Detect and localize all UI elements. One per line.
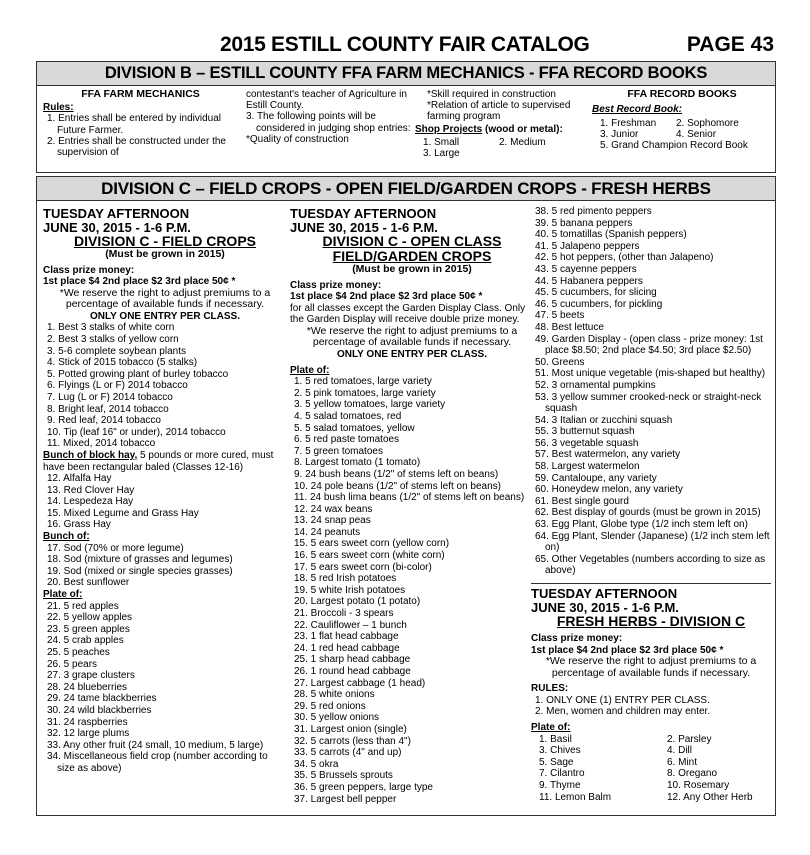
list-item: 50. Greens xyxy=(535,356,585,368)
shop-suffix: (wood or metal): xyxy=(482,123,563,135)
list-item: 2. 5 pink tomatoes, large variety xyxy=(294,387,436,399)
list-item: 33. 5 carrots (4" and up) xyxy=(294,747,402,759)
list-item: 7. 5 green tomatoes xyxy=(294,445,383,457)
list-item: 26. 5 pears xyxy=(47,658,98,670)
list-item: 44. 5 Habanera peppers xyxy=(535,275,643,287)
list-item: 5. Sage xyxy=(539,756,574,768)
list-item: 34. 5 okra xyxy=(294,758,339,770)
list-item: 12. 24 wax beans xyxy=(294,503,373,515)
og-prize-label: Class prize money: xyxy=(290,279,382,291)
fc-prize: 1st place $4 2nd place $2 3rd place 50¢ * xyxy=(43,276,236,288)
list-item: 36. 5 green peppers, large type xyxy=(294,781,433,793)
fc-title: DIVISION C - FIELD CROPS xyxy=(73,233,256,249)
list-item: 16. 5 ears sweet corn (white corn) xyxy=(294,550,445,562)
open-class-column xyxy=(290,207,534,805)
list-item: 31. Largest onion (single) xyxy=(294,723,407,735)
rule-2-cont: contestant's teacher of Agriculture in Estill County. xyxy=(246,89,407,112)
list-item: 5. Potted growing plant of burley tobacco xyxy=(47,368,229,380)
best-record-label: Best Record Book: xyxy=(592,104,683,116)
list-item: 48. Best lettuce xyxy=(535,321,604,333)
og-only: ONLY ONE ENTRY PER CLASS. xyxy=(336,348,488,360)
fc-day: TUESDAY AFTERNOON xyxy=(43,206,190,221)
herbs-rule-2: 2. Men, women and children may enter. xyxy=(535,706,711,718)
fc-list-2 xyxy=(43,473,287,531)
records-heading: FFA RECORD BOOKS xyxy=(627,88,737,100)
herbs-rules-label: RULES: xyxy=(531,683,569,695)
list-item: 42. 5 hot peppers, (other than Jalapeno) xyxy=(535,252,714,264)
list-item: 56. 3 vegetable squash xyxy=(535,437,639,449)
list-item: 60. Honeydew melon, any variety xyxy=(535,484,683,496)
list-item: 21. Broccoli - 3 spears xyxy=(294,608,394,620)
list-item: 41. 5 Jalapeno peppers xyxy=(535,240,640,252)
list-item: 8. Oregano xyxy=(667,768,718,780)
list-item: 29. 5 red onions xyxy=(294,700,366,712)
rules-label: Rules: xyxy=(43,102,74,114)
division-c-box xyxy=(36,176,776,816)
list-item: 10. Tip (leaf 16" or under), 2014 tobacco xyxy=(47,426,226,438)
list-item: 46. 5 cucumbers, for pickling xyxy=(535,298,663,310)
list-item: 38. 5 red pimento peppers xyxy=(535,206,652,217)
shop-medium: 2. Medium xyxy=(499,136,546,148)
herbs-left-list xyxy=(531,734,651,804)
list-item: 14. 24 peanuts xyxy=(294,526,361,538)
page-header xyxy=(0,33,810,59)
list-item: 9. Thyme xyxy=(539,779,581,791)
fc-list-1 xyxy=(43,322,287,450)
list-item: 19. 5 white Irish potatoes xyxy=(294,584,406,596)
herbs-right-list xyxy=(651,734,771,804)
list-item: 13. 24 snap peas xyxy=(294,515,371,527)
point-1: *Quality of construction xyxy=(246,133,349,145)
list-item: 59. Cantaloupe, any variety xyxy=(535,472,657,484)
list-item: 11. Lemon Balm xyxy=(539,791,612,803)
list-item: 47. 5 beets xyxy=(535,310,585,322)
og-reserve: *We reserve the right to adjust premiums to a percentage of available funds if necessary. xyxy=(306,324,518,349)
fc-list-4 xyxy=(43,601,287,775)
shop-small: 1. Small xyxy=(423,136,460,148)
herbs-rule-1: 1. ONLY ONE (1) ENTRY PER CLASS. xyxy=(535,694,710,706)
list-item: 8. Bright leaf, 2014 tobacco xyxy=(47,403,169,415)
list-item: 27. Largest cabbage (1 head) xyxy=(294,677,426,689)
list-item: 24. 5 crab apples xyxy=(47,635,124,647)
list-item: 28. 24 blueberries xyxy=(47,681,128,693)
list-item: 23. 5 green apples xyxy=(47,623,130,635)
page-number: PAGE 43 xyxy=(686,33,774,56)
list-item: 17. Sod (70% or more legume) xyxy=(47,542,184,554)
list-item: 6. 5 red paste tomatoes xyxy=(294,434,400,446)
point-3: *Relation of article to supervised farming program xyxy=(427,100,571,123)
catalog-title: 2015 ESTILL COUNTY FAIR CATALOG xyxy=(220,33,590,56)
list-item: 11. 24 bush lima beans (1/2" of stems left on beans) xyxy=(294,492,525,504)
list-item: 27. 3 grape clusters xyxy=(47,670,135,682)
list-item: 3. 5 yellow tomatoes, large variety xyxy=(294,399,446,411)
list-item: 23. 1 flat head cabbage xyxy=(294,631,399,643)
herbs-plate-label: Plate of: xyxy=(531,721,571,733)
list-item: 4. Dill xyxy=(667,745,693,757)
herbs-prize: 1st place $4 2nd place $2 3rd place 50¢ * xyxy=(531,644,724,656)
list-item: 1. 5 red tomatoes, large variety xyxy=(294,376,432,388)
fc-date: JUNE 30, 2015 - 1-6 P.M. xyxy=(43,219,191,235)
list-item: 12. Any Other Herb xyxy=(667,791,753,803)
list-item: 33. Any other fruit (24 small, 10 medium, 5 large) xyxy=(47,739,264,751)
list-item: 6. Mint xyxy=(667,756,698,768)
og-list-2 xyxy=(531,206,771,577)
record-sophomore: 2. Sophomore xyxy=(676,118,739,130)
record-freshman: 1. Freshman xyxy=(600,118,657,130)
og-note: for all classes except the Garden Display Class. Only the Garden Display will receive double prize money. xyxy=(290,302,526,326)
list-item: 18. 5 red Irish potatoes xyxy=(294,573,397,585)
list-item: 10. 24 pole beans (1/2" of stems left on beans) xyxy=(294,480,502,492)
hay-label: Bunch of block hay, xyxy=(43,449,138,461)
fc-list-3 xyxy=(43,543,287,589)
list-item: 54. 3 Italian or zucchini squash xyxy=(535,414,673,426)
og-prize: 1st place $4 2nd place $2 3rd place 50¢ * xyxy=(290,291,483,303)
hay-text: 5 pounds or more cured, must have been rectangular baled (Classes 12-16) xyxy=(43,449,274,473)
herbs-date: JUNE 30, 2015 - 1-6 P.M. xyxy=(531,599,679,615)
list-item: 20. Best sunflower xyxy=(47,577,130,589)
list-item: 10. Rosemary xyxy=(667,779,730,791)
record-junior: 3. Junior xyxy=(600,129,639,141)
list-item: 32. 12 large plums xyxy=(47,728,130,740)
herbs-reserve: *We reserve the right to adjust premiums to a percentage of available funds if necessary. xyxy=(545,655,757,679)
list-item: 55. 3 butternut squash xyxy=(535,426,635,438)
herbs-title: FRESH HERBS - DIVISION C xyxy=(556,613,746,629)
division-b-box xyxy=(36,61,776,173)
list-item: 25. 1 sharp head cabbage xyxy=(294,654,411,666)
list-item: 7. Lug (L or F) 2014 tobacco xyxy=(47,391,173,403)
fc-reserve: *We reserve the right to adjust premiums to a percentage of available funds if necessary. xyxy=(59,286,271,311)
list-item: 5. 5 salad tomatoes, yellow xyxy=(294,422,415,434)
fc-plate-label: Plate of: xyxy=(43,589,83,601)
record-grand: 5. Grand Champion Record Book xyxy=(600,140,748,152)
bunch-label: Bunch of: xyxy=(43,531,90,543)
list-item: 53. 3 yellow summer crooked-neck or straight-neck squash xyxy=(535,391,762,415)
list-item: 25. 5 peaches xyxy=(47,647,110,658)
list-item: 15. 5 ears sweet corn (yellow corn) xyxy=(294,538,450,550)
list-item: 39. 5 banana peppers xyxy=(535,217,633,229)
list-item: 17. 5 ears sweet corn (bi-color) xyxy=(294,561,432,573)
list-item: 63. Egg Plant, Globe type (1/2 inch stem left on) xyxy=(535,519,748,531)
list-item: 32. 5 carrots (less than 4") xyxy=(294,735,411,747)
list-item: 2. Best 3 stalks of yellow corn xyxy=(47,333,179,345)
list-item: 11. Mixed, 2014 tobacco xyxy=(47,438,156,450)
list-item: 45. 5 cucumbers, for slicing xyxy=(535,287,657,299)
division-b-title: DIVISION B – ESTILL COUNTY FFA FARM MECHANICS - FFA RECORD BOOKS xyxy=(37,62,775,86)
list-item: 24. 1 red head cabbage xyxy=(294,642,400,654)
fc-prize-label: Class prize money: xyxy=(43,264,135,276)
list-item: 52. 3 ornamental pumpkins xyxy=(535,379,656,391)
list-item: 57. Best watermelon, any variety xyxy=(535,449,681,461)
herbs-day: TUESDAY AFTERNOON xyxy=(531,586,678,601)
list-item: 3. Chives xyxy=(539,745,581,757)
list-item: 7. Cilantro xyxy=(539,768,585,780)
fc-sub: (Must be grown in 2015) xyxy=(105,248,225,260)
og-sub: (Must be grown in 2015) xyxy=(352,263,472,275)
list-item: 22. Cauliflower – 1 bunch xyxy=(294,619,407,631)
list-item: 64. Egg Plant, Slender (Japanese) (1/2 inch stem left on) xyxy=(535,530,770,554)
field-crops-column xyxy=(43,207,287,775)
list-item: 58. Largest watermelon xyxy=(535,461,640,473)
mech-heading: FFA FARM MECHANICS xyxy=(81,88,200,100)
list-item: 37. Largest bell pepper xyxy=(294,793,397,805)
list-item: 9. 24 bush beans (1/2" of stems left on beans) xyxy=(294,468,499,480)
record-senior: 4. Senior xyxy=(676,129,717,141)
list-item: 1. Best 3 stalks of white corn xyxy=(47,322,175,334)
list-item: 13. Red Clover Hay xyxy=(47,484,135,496)
list-item: 35. 5 Brussels sprouts xyxy=(294,770,393,782)
list-item: 30. 24 wild blackberries xyxy=(47,704,152,716)
rule-2: 2. Entries shall be constructed under the supervision of xyxy=(47,135,226,159)
list-item: 15. Mixed Legume and Grass Hay xyxy=(47,507,199,519)
list-item: 2. Parsley xyxy=(667,733,712,745)
og-list-1 xyxy=(290,376,534,805)
list-item: 29. 24 tame blackberries xyxy=(47,693,157,705)
list-item: 8. Largest tomato (1 tomato) xyxy=(294,457,421,469)
list-item: 31. 24 raspberries xyxy=(47,716,128,728)
og-plate-label: Plate of: xyxy=(290,364,330,376)
list-item: 34. Miscellaneous field crop (number according to size as above) xyxy=(47,751,268,774)
list-item: 22. 5 yellow apples xyxy=(47,612,133,624)
list-item: 43. 5 cayenne peppers xyxy=(535,263,637,275)
list-item: 12. Alfalfa Hay xyxy=(47,473,112,485)
list-item: 3. 5-6 complete soybean plants xyxy=(47,345,186,357)
open-class-continued-column xyxy=(531,206,771,803)
list-item: 51. Most unique vegetable (mis-shaped but healthy) xyxy=(535,368,766,380)
list-item: 9. Red leaf, 2014 tobacco xyxy=(47,415,161,427)
shop-large: 3. Large xyxy=(423,147,460,159)
list-item: 4. 5 salad tomatoes, red xyxy=(294,410,402,422)
list-item: 30. 5 yellow onions xyxy=(294,712,380,724)
list-item: 28. 5 white onions xyxy=(294,689,375,701)
list-item: 26. 1 round head cabbage xyxy=(294,666,411,677)
list-item: 65. Other Vegetables (numbers according to size as above) xyxy=(535,553,766,577)
list-item: 18. Sod (mixture of grasses and legumes) xyxy=(47,554,233,566)
og-date: JUNE 30, 2015 - 1-6 P.M. xyxy=(290,219,438,235)
list-item: 19. Sod (mixed or single species grasses) xyxy=(47,565,233,577)
list-item: 16. Grass Hay xyxy=(47,519,111,531)
list-item: 62. Best display of gourds (must be grown in 2015) xyxy=(535,507,761,519)
list-item: 14. Lespedeza Hay xyxy=(47,496,134,508)
list-item: 20. Largest potato (1 potato) xyxy=(294,596,421,608)
list-item: 49. Garden Display - (open class - prize money: 1st place $8.50; 2nd place $4.50; 3rd place $2.50) xyxy=(535,333,763,357)
rule-3: 3. The following points will be considered in judging shop entries: xyxy=(246,111,411,134)
herbs-prize-label: Class prize money: xyxy=(531,633,623,644)
shop-label: Shop Projects xyxy=(415,123,483,135)
rule-1: 1. Entries shall be entered by individual Future Farmer. xyxy=(47,113,221,136)
list-item: 61. Best single gourd xyxy=(535,495,629,507)
fc-only: ONLY ONE ENTRY PER CLASS. xyxy=(89,310,241,322)
og-title-1: DIVISION C - OPEN CLASS xyxy=(322,233,502,249)
list-item: 21. 5 red apples xyxy=(47,600,119,612)
list-item: 1. Basil xyxy=(539,733,572,745)
list-item: 6. Flyings (L or F) 2014 tobacco xyxy=(47,380,188,392)
og-title-2: FIELD/GARDEN CROPS xyxy=(332,248,492,264)
list-item: 40. 5 tomatillas (Spanish peppers) xyxy=(535,229,687,241)
og-day: TUESDAY AFTERNOON xyxy=(290,206,437,221)
point-2: *Skill required in construction xyxy=(427,89,556,100)
division-c-title: DIVISION C – FIELD CROPS - OPEN FIELD/GARDEN CROPS - FRESH HERBS xyxy=(37,177,775,201)
list-item: 4. Stick of 2015 tobacco (5 stalks) xyxy=(47,357,198,369)
